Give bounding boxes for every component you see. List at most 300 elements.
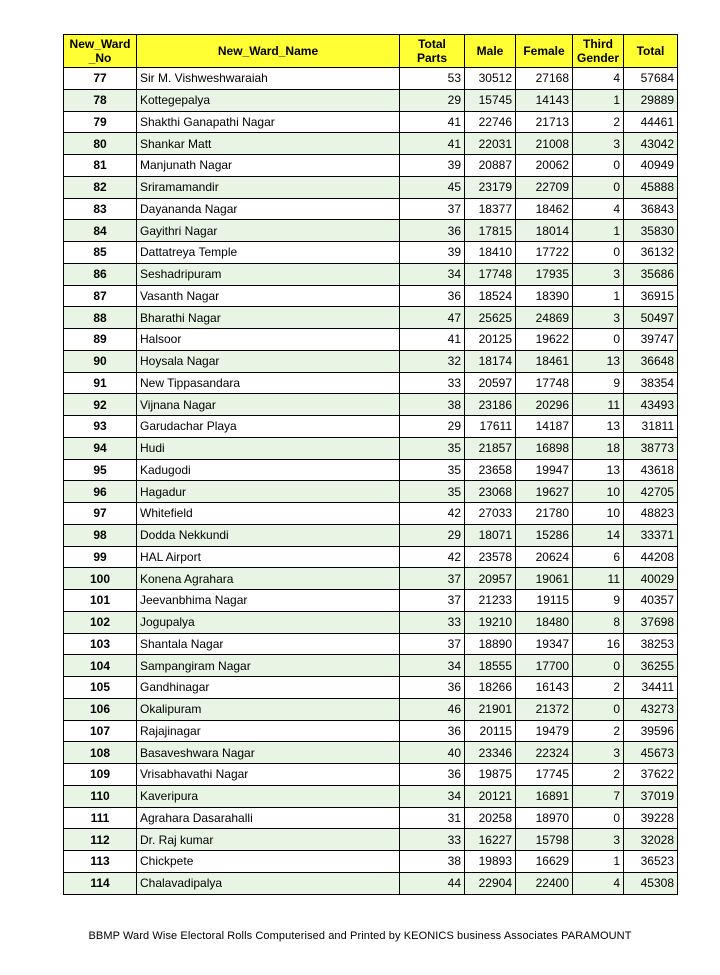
ward-no-cell: 90	[64, 350, 137, 372]
ward-no-cell: 113	[64, 851, 137, 873]
header-third-gender-line2: Gender	[576, 51, 619, 65]
table-row	[64, 568, 678, 590]
female-cell: 21713	[516, 111, 573, 133]
male-cell: 23658	[465, 459, 516, 481]
third-gender-cell: 10	[573, 481, 624, 503]
table-row	[64, 698, 678, 720]
male-cell: 23179	[465, 176, 516, 198]
header-ward-name: New_Ward_Name	[137, 35, 400, 68]
third-gender-cell: 2	[573, 720, 624, 742]
ward-name-cell: Dattatreya Temple	[137, 242, 400, 264]
ward-no-cell: 100	[64, 568, 137, 590]
total-parts-cell: 33	[400, 829, 465, 851]
third-gender-cell: 11	[573, 568, 624, 590]
total-parts-cell: 37	[400, 633, 465, 655]
female-cell: 27168	[516, 68, 573, 90]
ward-no-cell: 103	[64, 633, 137, 655]
table-row	[64, 807, 678, 829]
table-row	[64, 350, 678, 372]
header-male: Male	[465, 35, 516, 68]
total-parts-cell: 33	[400, 611, 465, 633]
total-cell: 36523	[624, 851, 678, 873]
ward-no-cell: 97	[64, 503, 137, 525]
ward-no-cell: 96	[64, 481, 137, 503]
female-cell: 16143	[516, 677, 573, 699]
total-parts-cell: 33	[400, 372, 465, 394]
female-cell: 22709	[516, 176, 573, 198]
header-third-gender	[573, 35, 624, 68]
third-gender-cell: 3	[573, 829, 624, 851]
total-parts-cell: 34	[400, 655, 465, 677]
table-row	[64, 89, 678, 111]
ward-no-cell: 106	[64, 698, 137, 720]
ward-no-cell: 87	[64, 285, 137, 307]
third-gender-cell: 0	[573, 807, 624, 829]
table-row	[64, 155, 678, 177]
third-gender-cell: 0	[573, 698, 624, 720]
table-row	[64, 764, 678, 786]
ward-no-cell: 78	[64, 89, 137, 111]
ward-name-cell: Seshadripuram	[137, 263, 400, 285]
table-row	[64, 242, 678, 264]
female-cell: 19627	[516, 481, 573, 503]
table-row	[64, 459, 678, 481]
male-cell: 23346	[465, 742, 516, 764]
ward-no-cell: 104	[64, 655, 137, 677]
third-gender-cell: 9	[573, 372, 624, 394]
female-cell: 15798	[516, 829, 573, 851]
ward-name-cell: Sir M. Vishweshwaraiah	[137, 68, 400, 90]
male-cell: 18410	[465, 242, 516, 264]
third-gender-cell: 11	[573, 394, 624, 416]
ward-name-cell: Kottegepalya	[137, 89, 400, 111]
third-gender-cell: 1	[573, 220, 624, 242]
male-cell: 25625	[465, 307, 516, 329]
total-parts-cell: 42	[400, 546, 465, 568]
female-cell: 16629	[516, 851, 573, 873]
ward-name-cell: Okalipuram	[137, 698, 400, 720]
ward-name-cell: Hagadur	[137, 481, 400, 503]
total-cell: 36132	[624, 242, 678, 264]
female-cell: 16898	[516, 437, 573, 459]
ward-name-cell: Dodda Nekkundi	[137, 524, 400, 546]
third-gender-cell: 3	[573, 742, 624, 764]
female-cell: 17935	[516, 263, 573, 285]
third-gender-cell: 14	[573, 524, 624, 546]
female-cell: 21780	[516, 503, 573, 525]
male-cell: 21901	[465, 698, 516, 720]
total-cell: 39228	[624, 807, 678, 829]
male-cell: 18524	[465, 285, 516, 307]
ward-name-cell: Kadugodi	[137, 459, 400, 481]
table-row	[64, 220, 678, 242]
total-cell: 32028	[624, 829, 678, 851]
ward-name-cell: New Tippasandara	[137, 372, 400, 394]
male-cell: 17748	[465, 263, 516, 285]
male-cell: 30512	[465, 68, 516, 90]
table-row	[64, 677, 678, 699]
third-gender-cell: 13	[573, 416, 624, 438]
total-parts-cell: 53	[400, 68, 465, 90]
female-cell: 19622	[516, 329, 573, 351]
ward-name-cell: Konena Agrahara	[137, 568, 400, 590]
ward-name-cell: Manjunath Nagar	[137, 155, 400, 177]
total-cell: 38773	[624, 437, 678, 459]
total-cell: 38253	[624, 633, 678, 655]
male-cell: 21233	[465, 590, 516, 612]
female-cell: 17700	[516, 655, 573, 677]
total-parts-cell: 34	[400, 263, 465, 285]
female-cell: 17745	[516, 764, 573, 786]
ward-name-cell: Shantala Nagar	[137, 633, 400, 655]
ward-name-cell: Jogupalya	[137, 611, 400, 633]
ward-name-cell: Bharathi Nagar	[137, 307, 400, 329]
total-cell: 34411	[624, 677, 678, 699]
total-cell: 43618	[624, 459, 678, 481]
header-ward-no-line1: New_Ward	[69, 37, 131, 51]
table-body	[64, 68, 678, 895]
total-cell: 57684	[624, 68, 678, 90]
male-cell: 19875	[465, 764, 516, 786]
ward-no-cell: 98	[64, 524, 137, 546]
table-row	[64, 503, 678, 525]
total-parts-cell: 37	[400, 568, 465, 590]
third-gender-cell: 16	[573, 633, 624, 655]
third-gender-cell: 3	[573, 307, 624, 329]
third-gender-cell: 8	[573, 611, 624, 633]
total-cell: 39596	[624, 720, 678, 742]
female-cell: 17748	[516, 372, 573, 394]
female-cell: 18014	[516, 220, 573, 242]
total-parts-cell: 38	[400, 851, 465, 873]
female-cell: 22400	[516, 872, 573, 894]
ward-table	[63, 34, 678, 895]
ward-no-cell: 105	[64, 677, 137, 699]
total-parts-cell: 32	[400, 350, 465, 372]
total-cell: 37622	[624, 764, 678, 786]
third-gender-cell: 1	[573, 285, 624, 307]
footer-note: BBMP Ward Wise Electoral Rolls Computerised and Printed by KEONICS business Associates PARAMOUNT	[88, 930, 632, 942]
third-gender-cell: 4	[573, 872, 624, 894]
total-parts-cell: 36	[400, 677, 465, 699]
total-parts-cell: 36	[400, 720, 465, 742]
ward-no-cell: 101	[64, 590, 137, 612]
male-cell: 19893	[465, 851, 516, 873]
total-cell: 45888	[624, 176, 678, 198]
total-parts-cell: 39	[400, 155, 465, 177]
total-parts-cell: 45	[400, 176, 465, 198]
total-parts-cell: 44	[400, 872, 465, 894]
ward-no-cell: 85	[64, 242, 137, 264]
total-cell: 50497	[624, 307, 678, 329]
male-cell: 23186	[465, 394, 516, 416]
total-cell: 35686	[624, 263, 678, 285]
ward-no-cell: 95	[64, 459, 137, 481]
female-cell: 22324	[516, 742, 573, 764]
ward-no-cell: 94	[64, 437, 137, 459]
male-cell: 20957	[465, 568, 516, 590]
third-gender-cell: 3	[573, 263, 624, 285]
ward-no-cell: 109	[64, 764, 137, 786]
male-cell: 20121	[465, 785, 516, 807]
third-gender-cell: 0	[573, 155, 624, 177]
third-gender-cell: 0	[573, 176, 624, 198]
female-cell: 15286	[516, 524, 573, 546]
table-row	[64, 720, 678, 742]
total-cell: 44461	[624, 111, 678, 133]
total-cell: 36843	[624, 198, 678, 220]
female-cell: 20296	[516, 394, 573, 416]
total-cell: 31811	[624, 416, 678, 438]
total-cell: 43042	[624, 133, 678, 155]
male-cell: 18555	[465, 655, 516, 677]
male-cell: 18071	[465, 524, 516, 546]
total-parts-cell: 36	[400, 764, 465, 786]
ward-no-cell: 108	[64, 742, 137, 764]
total-parts-cell: 46	[400, 698, 465, 720]
female-cell: 18390	[516, 285, 573, 307]
ward-name-cell: Agrahara Dasarahalli	[137, 807, 400, 829]
female-cell: 17722	[516, 242, 573, 264]
ward-no-cell: 83	[64, 198, 137, 220]
male-cell: 17611	[465, 416, 516, 438]
ward-no-cell: 107	[64, 720, 137, 742]
male-cell: 27033	[465, 503, 516, 525]
header-total: Total	[624, 35, 678, 68]
total-cell: 45673	[624, 742, 678, 764]
table-row	[64, 590, 678, 612]
ward-name-cell: Hoysala Nagar	[137, 350, 400, 372]
total-parts-cell: 40	[400, 742, 465, 764]
third-gender-cell: 13	[573, 459, 624, 481]
total-cell: 29889	[624, 89, 678, 111]
total-cell: 45308	[624, 872, 678, 894]
male-cell: 15745	[465, 89, 516, 111]
total-parts-cell: 37	[400, 590, 465, 612]
ward-name-cell: Sriramamandir	[137, 176, 400, 198]
third-gender-cell: 6	[573, 546, 624, 568]
table-row	[64, 285, 678, 307]
total-parts-cell: 47	[400, 307, 465, 329]
ward-name-cell: Whitefield	[137, 503, 400, 525]
male-cell: 20125	[465, 329, 516, 351]
ward-name-cell: Jeevanbhima Nagar	[137, 590, 400, 612]
ward-no-cell: 89	[64, 329, 137, 351]
female-cell: 18480	[516, 611, 573, 633]
male-cell: 20115	[465, 720, 516, 742]
table-row	[64, 785, 678, 807]
header-ward-no-line2: _No	[88, 51, 112, 65]
total-parts-cell: 34	[400, 785, 465, 807]
total-cell: 42705	[624, 481, 678, 503]
ward-no-cell: 114	[64, 872, 137, 894]
table-row	[64, 111, 678, 133]
male-cell: 19210	[465, 611, 516, 633]
total-cell: 36648	[624, 350, 678, 372]
total-parts-cell: 41	[400, 329, 465, 351]
third-gender-cell: 9	[573, 590, 624, 612]
third-gender-cell: 2	[573, 764, 624, 786]
third-gender-cell: 13	[573, 350, 624, 372]
ward-name-cell: Kaveripura	[137, 785, 400, 807]
ward-name-cell: Vijnana Nagar	[137, 394, 400, 416]
table-row	[64, 524, 678, 546]
ward-no-cell: 88	[64, 307, 137, 329]
ward-name-cell: Garudachar Playa	[137, 416, 400, 438]
ward-name-cell: Vrisabhavathi Nagar	[137, 764, 400, 786]
ward-name-cell: Hudi	[137, 437, 400, 459]
total-parts-cell: 42	[400, 503, 465, 525]
ward-no-cell: 99	[64, 546, 137, 568]
male-cell: 18266	[465, 677, 516, 699]
female-cell: 19347	[516, 633, 573, 655]
male-cell: 17815	[465, 220, 516, 242]
third-gender-cell: 4	[573, 68, 624, 90]
header-ward-no	[64, 35, 137, 68]
third-gender-cell: 1	[573, 89, 624, 111]
total-cell: 40949	[624, 155, 678, 177]
table-row	[64, 437, 678, 459]
ward-no-cell: 93	[64, 416, 137, 438]
female-cell: 18970	[516, 807, 573, 829]
third-gender-cell: 0	[573, 655, 624, 677]
ward-name-cell: Vasanth Nagar	[137, 285, 400, 307]
total-parts-cell: 39	[400, 242, 465, 264]
female-cell: 14143	[516, 89, 573, 111]
third-gender-cell: 3	[573, 133, 624, 155]
male-cell: 22904	[465, 872, 516, 894]
ward-name-cell: Sampangiram Nagar	[137, 655, 400, 677]
female-cell: 19115	[516, 590, 573, 612]
third-gender-cell: 2	[573, 677, 624, 699]
table-row	[64, 742, 678, 764]
table-row	[64, 394, 678, 416]
total-cell: 43493	[624, 394, 678, 416]
table-row	[64, 329, 678, 351]
table-row	[64, 198, 678, 220]
header-third-gender-line1: Third	[583, 37, 613, 51]
ward-no-cell: 86	[64, 263, 137, 285]
total-cell: 36255	[624, 655, 678, 677]
ward-name-cell: Chickpete	[137, 851, 400, 873]
table-row	[64, 176, 678, 198]
total-cell: 44208	[624, 546, 678, 568]
total-parts-cell: 35	[400, 437, 465, 459]
female-cell: 20624	[516, 546, 573, 568]
female-cell: 19479	[516, 720, 573, 742]
male-cell: 20597	[465, 372, 516, 394]
ward-name-cell: Dr. Raj kumar	[137, 829, 400, 851]
third-gender-cell: 1	[573, 851, 624, 873]
table-row	[64, 307, 678, 329]
table-row	[64, 133, 678, 155]
table-row	[64, 372, 678, 394]
total-cell: 37019	[624, 785, 678, 807]
ward-no-cell: 111	[64, 807, 137, 829]
ward-no-cell: 91	[64, 372, 137, 394]
table-row	[64, 829, 678, 851]
total-cell: 35830	[624, 220, 678, 242]
table-row	[64, 611, 678, 633]
female-cell: 20062	[516, 155, 573, 177]
male-cell: 22746	[465, 111, 516, 133]
ward-no-cell: 81	[64, 155, 137, 177]
ward-name-cell: HAL Airport	[137, 546, 400, 568]
male-cell: 20258	[465, 807, 516, 829]
ward-name-cell: Rajajinagar	[137, 720, 400, 742]
male-cell: 22031	[465, 133, 516, 155]
header-total-parts	[400, 35, 465, 68]
total-parts-cell: 37	[400, 198, 465, 220]
ward-no-cell: 112	[64, 829, 137, 851]
total-parts-cell: 36	[400, 285, 465, 307]
total-cell: 37698	[624, 611, 678, 633]
ward-no-cell: 84	[64, 220, 137, 242]
total-parts-cell: 35	[400, 459, 465, 481]
female-cell: 16891	[516, 785, 573, 807]
total-parts-cell: 38	[400, 394, 465, 416]
third-gender-cell: 10	[573, 503, 624, 525]
female-cell: 24869	[516, 307, 573, 329]
table-row	[64, 68, 678, 90]
header-total-parts-line1: Total	[418, 37, 446, 51]
ward-name-cell: Shakthi Ganapathi Nagar	[137, 111, 400, 133]
male-cell: 18174	[465, 350, 516, 372]
total-parts-cell: 41	[400, 133, 465, 155]
table-row	[64, 872, 678, 894]
third-gender-cell: 4	[573, 198, 624, 220]
total-cell: 40357	[624, 590, 678, 612]
ward-name-cell: Gayithri Nagar	[137, 220, 400, 242]
table-header	[64, 35, 678, 68]
female-cell: 19947	[516, 459, 573, 481]
total-parts-cell: 29	[400, 416, 465, 438]
table-row	[64, 416, 678, 438]
total-parts-cell: 31	[400, 807, 465, 829]
ward-no-cell: 80	[64, 133, 137, 155]
header-total-parts-line2: Parts	[416, 51, 448, 65]
ward-no-cell: 92	[64, 394, 137, 416]
table-row	[64, 655, 678, 677]
third-gender-cell: 18	[573, 437, 624, 459]
female-cell: 18461	[516, 350, 573, 372]
male-cell: 21857	[465, 437, 516, 459]
third-gender-cell: 2	[573, 111, 624, 133]
total-cell: 38354	[624, 372, 678, 394]
total-parts-cell: 29	[400, 89, 465, 111]
female-cell: 21008	[516, 133, 573, 155]
table-row	[64, 851, 678, 873]
total-parts-cell: 41	[400, 111, 465, 133]
ward-no-cell: 77	[64, 68, 137, 90]
female-cell: 18462	[516, 198, 573, 220]
male-cell: 23578	[465, 546, 516, 568]
third-gender-cell: 7	[573, 785, 624, 807]
male-cell: 18890	[465, 633, 516, 655]
table-row	[64, 481, 678, 503]
female-cell: 21372	[516, 698, 573, 720]
table-row	[64, 546, 678, 568]
male-cell: 18377	[465, 198, 516, 220]
table-row	[64, 633, 678, 655]
total-cell: 48823	[624, 503, 678, 525]
ward-no-cell: 110	[64, 785, 137, 807]
female-cell: 14187	[516, 416, 573, 438]
header-row	[64, 35, 678, 68]
third-gender-cell: 0	[573, 242, 624, 264]
ward-name-cell: Dayananda Nagar	[137, 198, 400, 220]
total-cell: 43273	[624, 698, 678, 720]
